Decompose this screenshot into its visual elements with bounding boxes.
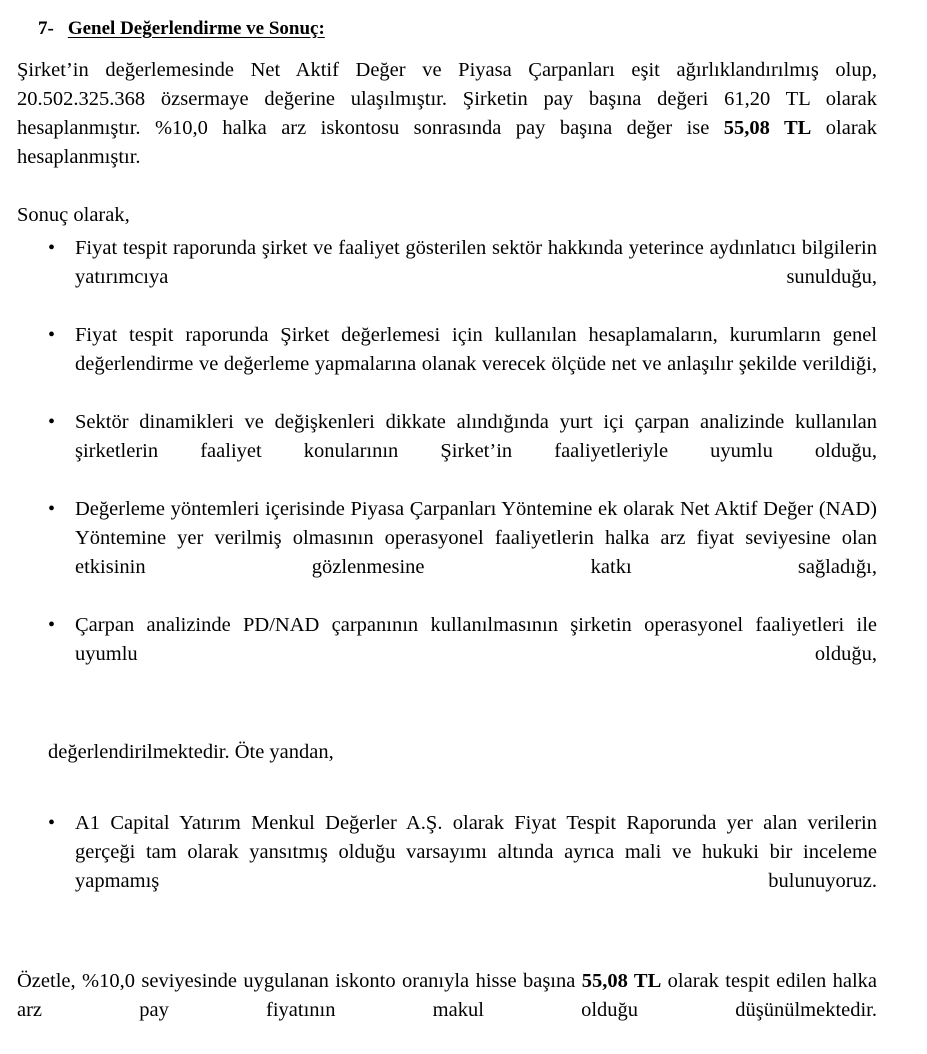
list-item	[0, 495, 927, 611]
intro-text-part2: olarak hesaplanmıştır.	[17, 117, 877, 168]
bullet-icon: •	[48, 812, 56, 834]
intro-paragraph	[0, 42, 927, 172]
list-item-text: Sektör dinamikleri ve değişkenleri dikkate alındığında yurt içi çarpan analizinde kullanılan şirketlerin faaliyet konularının Şirket’in faaliyetleriyle uyumlu olduğu,	[75, 411, 877, 462]
closing-text-part2: olarak tespit edilen halka arz pay fiyatının makul olduğu düşünülmektedir.	[17, 970, 877, 1021]
disclaimer-bullet-list	[0, 767, 927, 925]
list-item-text: Fiyat tespit raporunda şirket ve faaliyet gösterilen sektör hakkında yeterince aydınlatıcı bilgilerin yatırımcıya sunulduğu,	[75, 237, 877, 288]
section-heading	[0, 0, 927, 42]
section-title: Genel Değerlendirme ve Sonuç:	[67, 18, 325, 39]
bullet-icon: •	[48, 324, 56, 346]
list-item	[0, 408, 927, 495]
intro-discounted-price-value: 55,08 TL	[723, 117, 812, 139]
section-number: 7-	[38, 18, 54, 39]
list-item-text: Çarpan analizinde PD/NAD çarpanının kullanılmasının şirketin operasyonel faaliyetleri ile uyumlu olduğu,	[75, 614, 877, 665]
mid-paragraph: değerlendirilmektedir. Öte yandan,	[48, 741, 334, 763]
list-item-text: A1 Capital Yatırım Menkul Değerler A.Ş. olarak Fiyat Tespit Raporunda yer alan verilerin gerçeği tam olarak yansıtmış olduğu varsayımı altında ayrıca mali ve hukuki bir inceleme yapmamış bulunuyoruz.	[75, 812, 877, 892]
intro-text-part1: Şirket’in değerlemesinde Net Aktif Değer ve Piyasa Çarpanları eşit ağırlıklandırılmış olup, 20.502.325.368 özsermaye değerine ulaşılmıştır. Şirketin pay başına değeri 61,20 TL olarak hesaplanmıştır. %10,0 halka arz iskontosu sonrasında pay başına değer ise	[17, 59, 877, 139]
bullet-icon: •	[48, 614, 56, 636]
list-item	[0, 809, 927, 925]
bullet-icon: •	[48, 237, 56, 259]
conclusion-bullet-list	[0, 230, 927, 698]
closing-ipo-price-value: 55,08 TL	[581, 970, 662, 992]
lead-in-paragraph: Sonuç olarak,	[17, 204, 130, 226]
list-item-text: Fiyat tespit raporunda Şirket değerlemesi için kullanılan hesaplamaların, kurumların genel değerlendirme ve değerleme yapmalarına olanak verecek ölçüde net ve anlaşılır şekilde verildiği,	[75, 324, 877, 375]
bullet-icon: •	[48, 498, 56, 520]
list-item	[0, 611, 927, 698]
list-item	[0, 234, 927, 321]
closing-paragraph	[0, 925, 927, 1054]
list-item-text: Değerleme yöntemleri içerisinde Piyasa Çarpanları Yöntemine ek olarak Net Aktif Değer (NAD) Yöntemine yer verilmiş olmasının operasyonel faaliyetlerin halka arz fiyat seviyesine olan etkisinin gözlenmesine katkı sağladığı,	[75, 498, 877, 578]
closing-text-part1: Özetle, %10,0 seviyesinde uygulanan iskonto oranıyla hisse başına	[17, 970, 582, 992]
list-item	[0, 321, 927, 408]
bullet-icon: •	[48, 411, 56, 433]
